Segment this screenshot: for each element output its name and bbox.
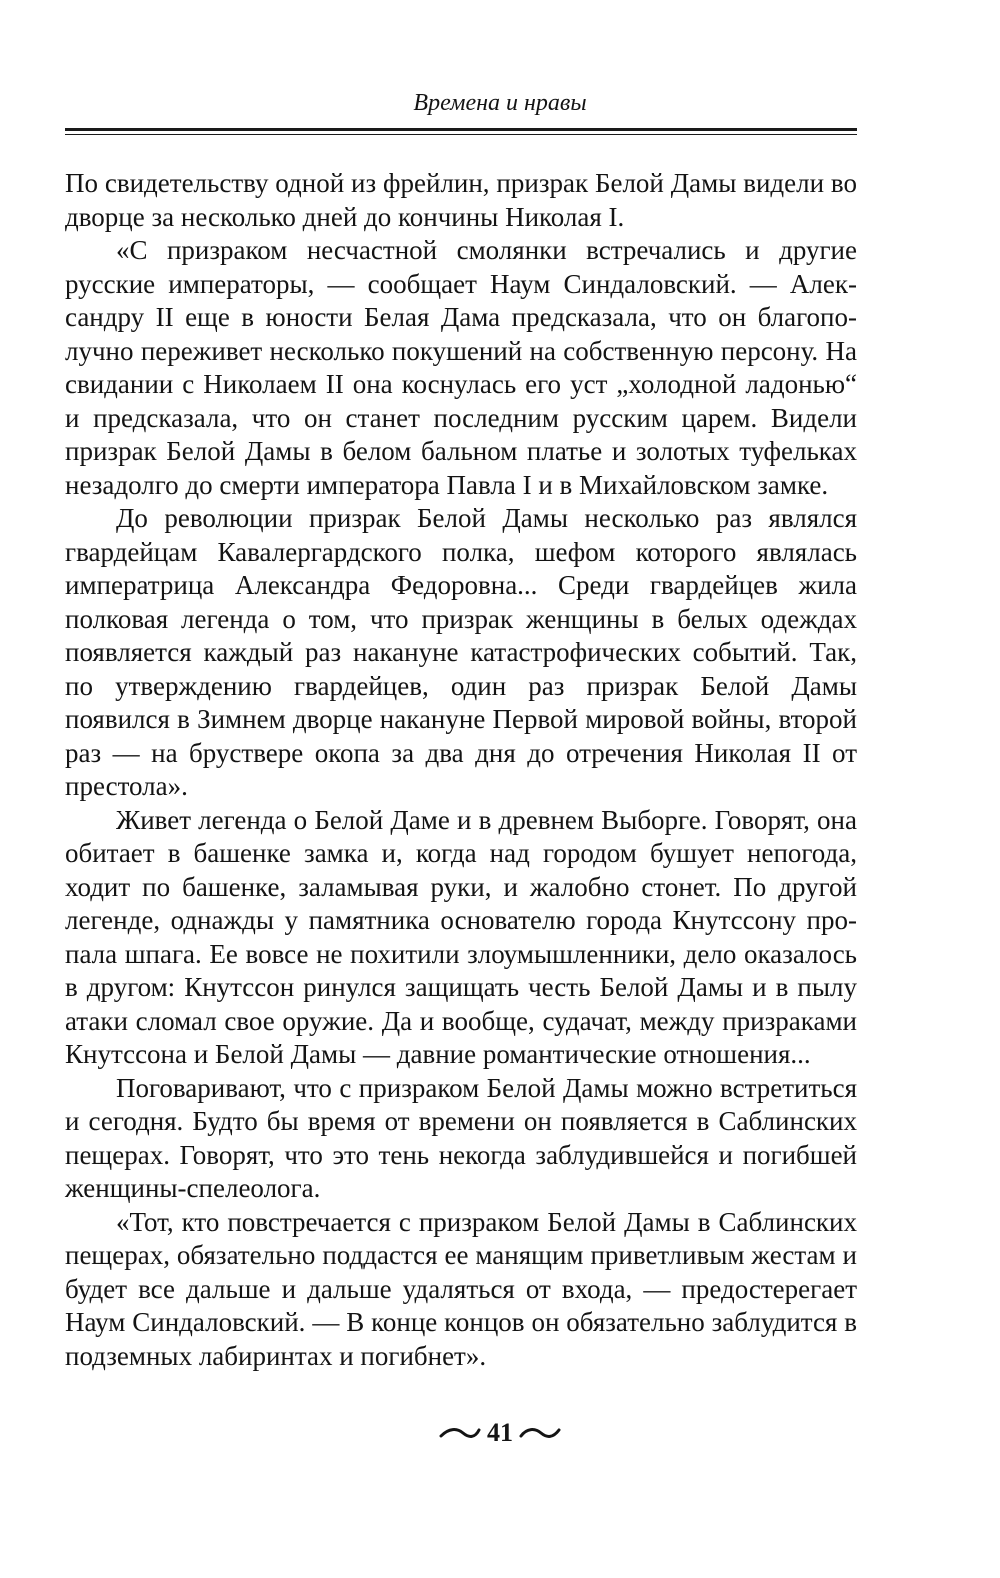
body-text: [65, 167, 857, 1373]
swash-ornament-right-icon: [519, 1426, 561, 1440]
page-number: 41: [487, 1418, 513, 1447]
header-rule-thin: [65, 134, 857, 135]
paragraph: По свидетельству одной из фрейлин, призрак Белой Дамы видели во дворце за несколько дней до кончины Николая I.: [65, 168, 857, 232]
paragraph: Живет легенда о Белой Даме и в древнем Выборге. Говорят, она обитает в башенке замка и, когда над городом бушует непогода, ходит по башенке, заламывая руки, и жалобно стонет. По другой легенде, однажды у памятника основателю города Кнутссону пропала шпага. Ее вовсе не похитили злоумышленники, дело оказалось в другом: Кнутссон ринулся защищать честь Белой Дамы и в пылу атаки сломал свое оружие. Да и вообще, судачат, между призраками Кнутссона и Белой Дамы — давние романтические отношения...: [65, 804, 857, 1069]
paragraph: До революции призрак Белой Дамы несколько раз являлся гвардейцам Кавалергардского полка, шефом которого являлась императрица Александра Федоровна... Среди гвардейцев жила полковая легенда о том, что призрак женщины в белых одеждах появляется каждый раз накануне катастрофических событий. Так, по утверждению гвардейцев, один раз призрак Белой Дамы появился в Зимнем дворце накануне Первой мировой войны, второй раз — на бруствере окопа за два дня до отречения Николая II от престола».: [65, 503, 857, 801]
paragraph: «С призраком несчастной смолянки встречались и другие русские императоры, — сообщает Наум Синдаловский. — Александру II еще в юности Белая Дама предсказала, что он благополучно переживет несколько покушений на собственную персону. На свидании с Николаем II она коснулась его уст „холодной ладонью“ и предсказала, что он станет последним русским царем. Видели призрак Белой Дамы в белом бальном платье и золотых туфельках незадолго до смерти императора Павла I и в Михайловском замке.: [65, 235, 857, 500]
header-rule-thick: [65, 128, 857, 131]
swash-ornament-left-icon: [439, 1426, 481, 1440]
page-number-folio: [0, 1418, 1000, 1448]
paragraph: Поговаривают, что с призраком Белой Дамы можно встретиться и сегодня. Будто бы время от времени он появляется в Саблинских пещерах. Говорят, что это тень некогда заблудившейся и погибшей женщины-спелеолога.: [65, 1072, 857, 1203]
paragraph: «Тот, кто повстречается с призраком Белой Дамы в Саблинских пещерах, обязательно поддастся ее манящим приветливым жестам и будет все дальше и дальше удаляться от входа, — предостерегает Наум Синдаловский. — В конце концов он обязательно заблудится в подземных лабиринтах и погибнет».: [65, 1206, 857, 1371]
running-head: Времена и нравы: [413, 90, 587, 116]
